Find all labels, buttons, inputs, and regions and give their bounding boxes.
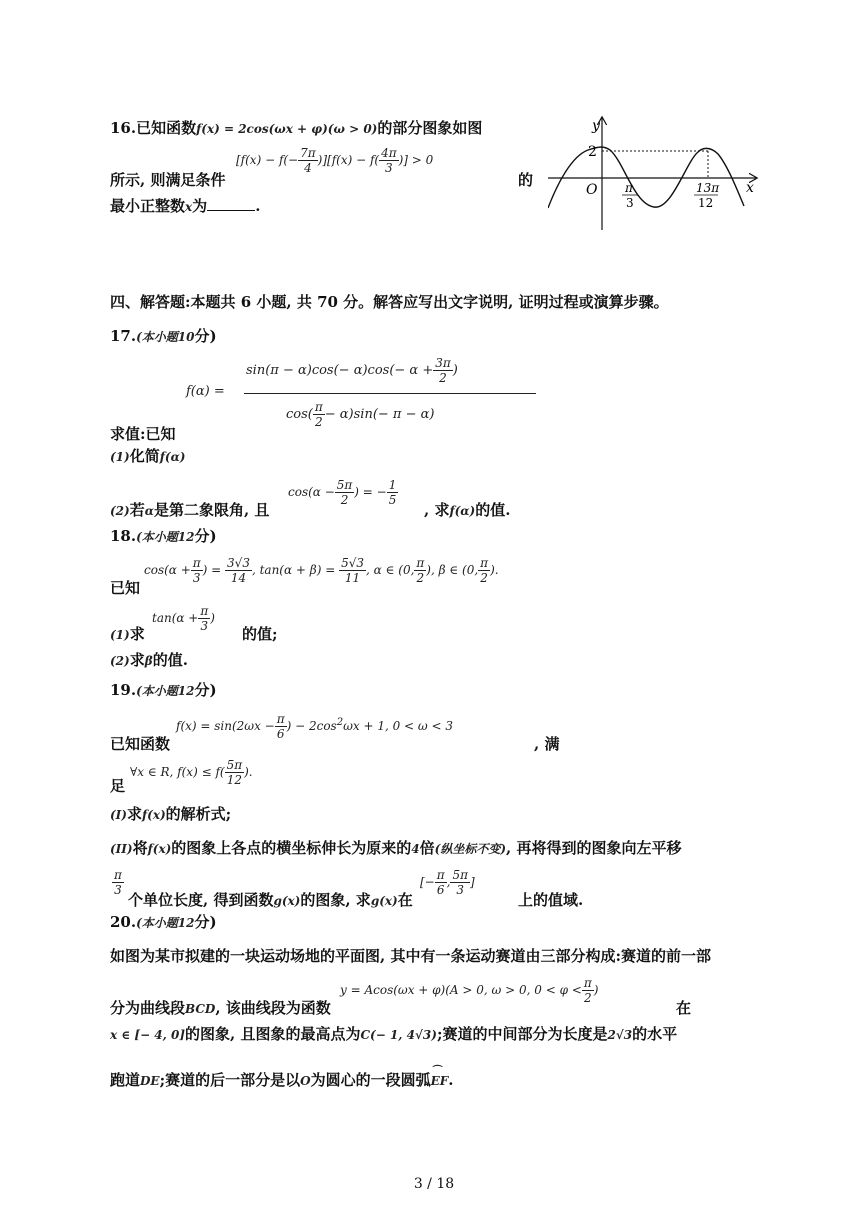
tick1-num: π [625, 181, 633, 195]
q18-conditions: cos(α + $\frac{\pi}{3}$ ) = $\frac{3√3}{14}$ , tan(α + β) = $\frac{5√3}{11}$ , α ∈ (0, $\frac{\pi}{2}$ ), β ∈ (0, $\frac{\pi}{2}$ ). [144, 556, 499, 585]
q17-numerator: sin(π − α)cos(− α)cos(− α + $\frac{3\pi}{2}$ ) [246, 356, 458, 385]
q19-shift-frac: $\frac{\pi}{3}$ [114, 868, 122, 897]
q17-part2-tail: , 求f(α)的值. [424, 501, 511, 519]
q16-line2-a: 所示, 则满足条件 [110, 171, 226, 189]
q18-part1-tail: 的值; [242, 625, 278, 643]
q17-denominator: cos( $\frac{\pi}{2}$ − α)sin(− π − α) [286, 400, 435, 429]
origin-label: O [586, 182, 598, 198]
q17-cos-condition: cos(α − $\frac{5\pi}{2}$ ) = − $\frac{1}{5}$ [288, 478, 397, 507]
q19-interval: [− $\frac{\pi}{6}$ , $\frac{5\pi}{3}$ ] [420, 868, 475, 897]
section4-heading: 四、解答题:本题共 6 小题, 共 70 分。解答应写出文字说明, 证明过程或演算步骤。 [110, 293, 669, 311]
q19-part1: (I)求f(x)的解析式; [110, 805, 232, 823]
q18-known: 已知 [110, 579, 141, 597]
q16-line3: 最小正整数x为 . [110, 197, 261, 215]
q16-line2-b: 的 [518, 171, 534, 189]
q18-header: 18.(本小题12分) [110, 527, 217, 545]
answer-blank [207, 196, 255, 211]
x-label: x [746, 180, 754, 196]
q16-prefix: 16.已知函数 [110, 119, 197, 137]
y-tick-2: 2 [588, 144, 597, 160]
q18-part1: (1)求 [110, 625, 145, 643]
tick1-den: 3 [626, 196, 634, 210]
q20-line2-tail: 在 [676, 999, 692, 1017]
q20-header: 20.(本小题12分) [110, 913, 217, 931]
q20-line3: x ∈ [− 4, 0]的图象, 且图象的最高点为C(− 1, 4√3);赛道的中间部分为长度是2√3的水平 [110, 1025, 678, 1043]
q20-line4: 跑道DE;赛道的后一部分是以O为圆心的一段圆弧 ⌒ EF. [110, 1066, 454, 1089]
q19-header: 19.(本小题12分) [110, 681, 217, 699]
q17-fraction-bar [244, 393, 536, 394]
q19-l2-zu: 足 [110, 777, 126, 795]
q19-tail: , 满 [534, 735, 560, 753]
q19-line3-tail: 上的值域. [518, 891, 584, 909]
tick2-num: 13π [696, 181, 720, 195]
cosine-graph [548, 112, 766, 234]
q18-part2: (2)求β的值. [110, 651, 188, 669]
q16-suffix: 的部分图象如图 [377, 119, 483, 137]
arc-ef: ⌒ EF [430, 1066, 449, 1088]
q17-header: 17.(本小题10分) [110, 327, 217, 345]
q19-part2: (II)将f(x)的图象上各点的横坐标伸长为原来的4倍(纵坐标不变), 再将得到的图象向左平移 [110, 839, 682, 857]
y-label: y [592, 118, 600, 134]
q17-f-left: f(α) = [186, 384, 225, 399]
q20-line1: 如图为某市拟建的一块运动场地的平面图, 其中有一条运动赛道由三部分构成:赛道的前一部 [110, 947, 711, 965]
q20-line2: 分为曲线段BCD, 该曲线段为函数 [110, 999, 331, 1017]
q20-function: y = Acos(ωx + φ)(A > 0, ω > 0, 0 < φ < $\frac{\pi}{2}$ ) [340, 976, 599, 1005]
q17-known: 求值:已知 [110, 425, 176, 443]
q16-condition: [f(x) − f(− $\frac{7\pi}{4}$ )][f(x) − f( $\frac{4\pi}{3}$ )] > 0 [236, 146, 434, 175]
q19-line3: 个单位长度, 得到函数g(x)的图象, 求g(x)在 [128, 891, 413, 909]
q18-tan-expr: tan(α + $\frac{\pi}{3}$ ) [152, 604, 215, 633]
q16-line1 [110, 118, 482, 139]
q17-part1: (1)化简f(α) [110, 447, 186, 465]
q19-forall: ∀x ∈ R, f(x) ≤ f( $\frac{5\pi}{12}$ ). [130, 758, 253, 787]
q16-func: f(x) = 2cos(ωx + φ)(ω > 0) [196, 122, 378, 136]
q16-var-x: x [185, 200, 193, 214]
tick2-den: 12 [698, 196, 714, 210]
q19-function: f(x) = sin(2ωx − $\frac{\pi}{6}$ ) − $2\cos^2\omega x + 1$, 0 < ω < 3 [176, 712, 454, 741]
page-number: 3 / 18 [413, 1176, 455, 1192]
q19-known: 已知函数 [110, 735, 171, 753]
q17-part2: (2)若α是第二象限角, 且 [110, 501, 270, 519]
